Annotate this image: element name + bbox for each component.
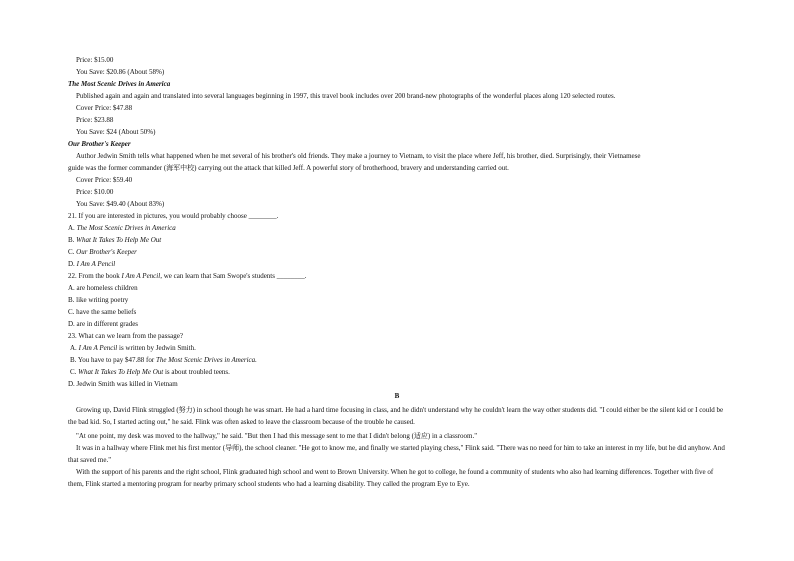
book2-cover-price: Cover Price: $47.88 [76, 104, 133, 112]
q21-option-d: D. I Am A Pencil [68, 260, 116, 268]
book2-price: Price: $23.88 [76, 116, 114, 124]
book3-desc-line1: Author Jedwin Smith tells what happened when he met several of his brother's old friends. They make a journey to Vietnam, to visit the place where Jeff, his brother, died. Surprisingly, their Vietnamese [76, 152, 641, 160]
q21-option-a: A. The Most Scenic Drives in America [68, 224, 176, 232]
book2-save: You Save: $24 (About 50%) [76, 128, 156, 136]
q23-option-d: D. Jedwin Smith was killed in Vietnam [68, 380, 178, 388]
q22-option-a: A. are homeless children [68, 284, 138, 292]
q22-option-d: D. are in different grades [68, 320, 139, 328]
book3-save: You Save: $49.40 (About 83%) [76, 200, 165, 208]
book3-title: Our Brother's Keeper [68, 140, 131, 148]
q21-option-b: B. What It Takes To Help Me Out [68, 236, 162, 244]
q23-option-b: B. You have to pay $47.88 for The Most Scenic Drives in America. [70, 356, 257, 364]
q22-option-c: C. have the same beliefs [68, 308, 137, 316]
book2-desc: Published again and again and translated into several languages beginning in 1997, this travel book includes over 200 brand-new photographs of the wonderful places along 120 selected routes. [76, 92, 616, 100]
q23-option-a: A. I Am A Pencil is written by Jedwin Smith. [70, 344, 196, 352]
q21-stem: 21. If you are interested in pictures, you would probably choose ________. [68, 212, 279, 220]
section-b-paragraph-3: It was in a hallway where Flink met his first mentor (导师), the school cleaner. "He got to know me, and finally we started playing chess," Flink said. "There was no need for him to take an interest in my life, but he did anyhow. And that saved me." [68, 444, 725, 464]
q23-stem: 23. What can we learn from the passage? [68, 332, 183, 340]
section-b-paragraph-2: "At one point, my desk was moved to the hallway," he said. "But then I had this message sent to me that I didn't belong (适应) in a classroom." [76, 432, 478, 440]
book3-price: Price: $10.00 [76, 188, 114, 196]
q21-option-c: C. Our Brother's Keeper [68, 248, 137, 256]
section-b-paragraph-1: Growing up, David Flink struggled (努力) in school though he was smart. He had a hard time focusing in class, and he didn't understand why he couldn't learn the way other students did. "I could either be the silent kid or I could be the bad kid. So, I started acting out," he said. Flink was often asked to leave the classroom because of the trouble he caused. [68, 406, 724, 426]
book2-title: The Most Scenic Drives in America [68, 80, 171, 88]
book1-save: You Save: $20.86 (About 58%) [76, 68, 165, 76]
q22-option-b: B. like writing poetry [68, 296, 129, 304]
book1-price: Price: $15.00 [76, 56, 114, 64]
section-b-paragraph-4: With the support of his parents and the right school, Flink graduated high school and went to Brown University. When he got to college, he found a community of students who also had learning differences. Together with five of them, Flink started a mentoring program for nearby primary school students who had a learning disability. They called the program Eye to Eye. [68, 468, 714, 488]
book3-desc-line2: guide was the former commander (海军中校) carrying out the attack that killed Jeff. A powerful story of brotherhood, bravery and understanding carried out. [68, 164, 509, 172]
book3-cover-price: Cover Price: $59.40 [76, 176, 133, 184]
q23-option-c: C. What It Takes To Help Me Out is about troubled teens. [70, 368, 230, 376]
q22-stem: 22. From the book I Am A Pencil, we can learn that Sam Swope's students ________. [68, 272, 307, 280]
section-b-heading: B [394, 392, 400, 400]
